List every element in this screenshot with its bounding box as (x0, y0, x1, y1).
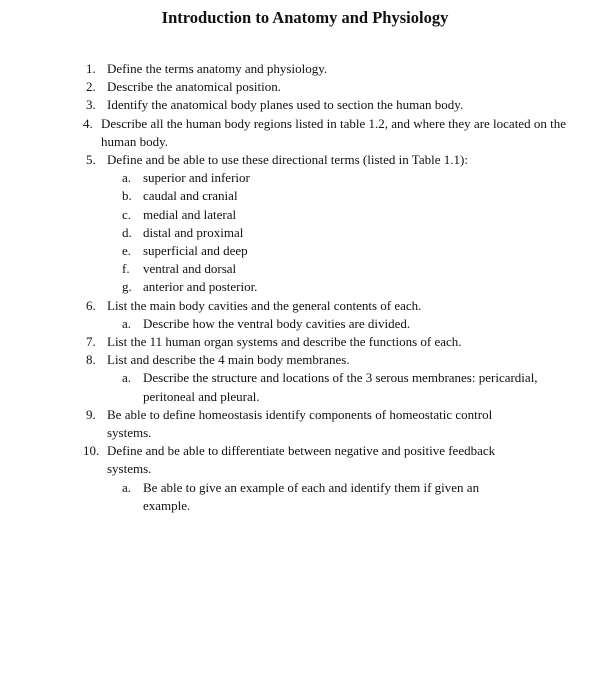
sub-item-a (122, 169, 576, 187)
sub-item-text: ventral and dorsal (143, 261, 237, 277)
sub-item-text: anterior and posterior. (143, 279, 258, 295)
sub-list (86, 315, 576, 333)
list-item-10 (83, 442, 576, 515)
sub-item-a (122, 315, 576, 333)
list-item-1 (86, 60, 576, 78)
sub-item-letter: a. (122, 479, 132, 495)
item-text: List and describe the 4 main body membranes. (107, 352, 350, 368)
list-item-5 (86, 151, 576, 297)
sub-item-text: medial and lateral (143, 206, 237, 222)
item-number: 4. (83, 115, 93, 131)
list-item-6 (86, 297, 576, 333)
sub-item-d (122, 224, 576, 242)
item-text: Define and be able to use these directional terms (listed in Table 1.1): (107, 152, 468, 168)
sub-item-letter: g. (122, 279, 132, 295)
list-item-4 (83, 115, 576, 151)
item-number: 5. (86, 152, 96, 168)
item-number: 10. (83, 443, 100, 459)
sub-list (86, 369, 576, 405)
list-item-9 (86, 406, 576, 442)
sub-item-letter: d. (122, 224, 132, 240)
sub-item-e (122, 242, 576, 260)
objectives-list (83, 60, 576, 515)
item-text: Describe all the human body regions listed in table 1.2, and where they are located on the human body. (101, 115, 566, 149)
sub-item-letter: c. (122, 206, 132, 222)
list-item-3 (86, 96, 576, 114)
list-item-2 (86, 78, 576, 96)
sub-list (86, 479, 576, 515)
item-text: Be able to define homeostasis identify components of homeostatic control systems. (107, 406, 493, 441)
sub-item-letter: b. (122, 188, 132, 204)
sub-item-letter: a. (122, 370, 132, 386)
item-number: 2. (86, 79, 96, 95)
sub-item-text: Be able to give an example of each and identify them if given an example. (143, 479, 480, 513)
sub-item-text: Describe the structure and locations of the 3 serous membranes: pericardial, peritoneal and pleural. (143, 370, 538, 404)
item-text: List the main body cavities and the general contents of each. (107, 297, 422, 313)
sub-item-a (122, 479, 576, 515)
sub-item-text: distal and proximal (143, 224, 244, 240)
sub-item-letter: a. (122, 315, 132, 331)
sub-item-text: superior and inferior (143, 170, 250, 186)
sub-item-a (122, 369, 576, 405)
sub-item-b (122, 187, 576, 205)
item-text: List the 11 human organ systems and describe the functions of each. (107, 334, 462, 350)
item-text: Define the terms anatomy and physiology. (107, 61, 328, 76)
list-item-7 (86, 333, 576, 351)
sub-item-text: Describe how the ventral body cavities are divided. (143, 315, 411, 331)
item-text: Define and be able to differentiate between negative and positive feedback systems. (107, 443, 496, 477)
item-number: 8. (86, 352, 96, 368)
item-number: 1. (86, 61, 96, 76)
page-title: Introduction to Anatomy and Physiology (161, 8, 449, 27)
list-item-8 (86, 351, 576, 406)
sub-item-f (122, 260, 576, 278)
item-text: Identify the anatomical body planes used to section the human body. (107, 97, 464, 113)
item-number: 7. (86, 334, 96, 350)
sub-item-text: caudal and cranial (143, 188, 238, 204)
item-number: 6. (86, 297, 96, 313)
item-number: 3. (86, 97, 96, 113)
sub-item-letter: f. (122, 261, 130, 277)
sub-item-text: superficial and deep (143, 243, 248, 259)
item-number: 9. (86, 406, 96, 422)
sub-item-c (122, 206, 576, 224)
sub-item-letter: e. (122, 243, 132, 259)
sub-item-letter: a. (122, 170, 132, 186)
sub-list (86, 169, 576, 296)
item-text: Describe the anatomical position. (107, 79, 282, 95)
sub-item-g (122, 278, 576, 296)
